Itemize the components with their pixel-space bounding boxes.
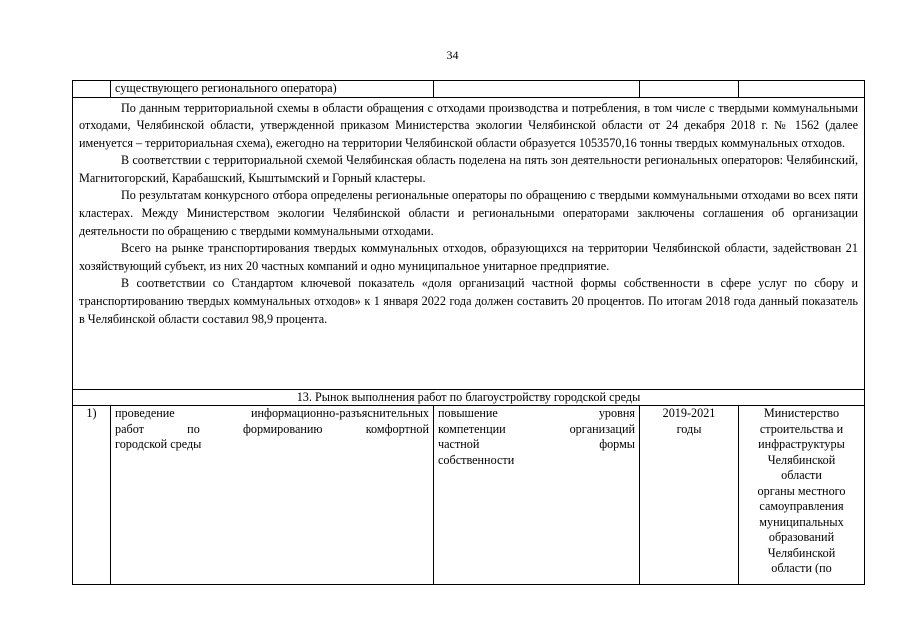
responsible-line: органы местного	[757, 483, 846, 498]
result-line: повышение уровня	[438, 406, 635, 420]
result-line: частной формы	[438, 437, 635, 451]
item-period-cell	[640, 406, 739, 585]
item-result-cell	[434, 406, 640, 585]
responsible-line: образований	[768, 530, 835, 544]
activity-line: работ по формированию комфортной	[115, 421, 429, 436]
period-line: 2019-2021	[662, 406, 716, 420]
paragraph: В соответствии со Стандартом ключевой показатель «доля организаций частной формы собственности в сфере услуг по сбору и транспортированию твердых коммунальных отходов» к 1 января 2022 года должен составить 20 процентов. По итогам 2018 года данный показатель в Челябинской области составил 98,9 процента.	[79, 276, 858, 326]
top-row-activity-cell	[111, 81, 434, 98]
item-number: 1)	[73, 406, 111, 585]
table-cell-empty	[73, 81, 111, 98]
activity-line: городской среды	[115, 437, 202, 451]
top-row-text: существующего регионального оператора)	[115, 81, 337, 95]
table-cell-empty	[434, 81, 640, 98]
responsible-line: строительства и	[759, 421, 844, 436]
paragraph: В соответствии с территориальной схемой Челябинская область поделена на пять зон деятельности региональных операторов: Челябинский, Магнитогорский, Карабашский, Кыштымский и Горный кластеры.	[79, 153, 858, 185]
item-activity-cell	[111, 406, 434, 585]
paragraph: Всего на рынке транспортирования твердых коммунальных отходов, образующихся на территории Челябинской области, задействован 21 хозяйствующий субъект, из них 20 частных компаний и одно муниципальное унитарное предприятие.	[79, 241, 858, 273]
table-row	[73, 97, 865, 389]
responsible-line: самоуправления	[759, 499, 844, 513]
table-row	[73, 81, 865, 98]
result-line: компетенции организаций	[438, 421, 635, 436]
measures-table	[72, 80, 865, 585]
responsible-line: области	[781, 468, 822, 482]
text-block-cell	[73, 97, 865, 389]
responsible-line: Челябинской	[767, 545, 836, 560]
table-row	[73, 406, 865, 585]
period-line: годы	[676, 421, 702, 436]
table-cell-empty	[640, 81, 739, 98]
responsible-line: области (по	[771, 561, 832, 575]
section-heading: 13. Рынок выполнения работ по благоустройству городской среды	[73, 389, 865, 406]
responsible-line: инфраструктуры	[758, 437, 845, 451]
page-number: 34	[446, 48, 459, 62]
table-cell-empty	[739, 81, 865, 98]
activity-line: проведение информационно-разъяснительных	[115, 406, 429, 420]
responsible-line: Челябинской	[767, 452, 836, 467]
result-line: собственности	[438, 452, 515, 467]
paragraph: По результатам конкурсного отбора определены региональные операторы по обращению с твердыми коммунальными отходами во всех пяти кластерах. Между Министерством экологии Челябинской области и региональными операторами заключены соглашения об организации деятельности по обращению с твердыми коммунальными отходами.	[79, 188, 858, 238]
item-responsible-cell	[739, 406, 865, 585]
paragraph: По данным территориальной схемы в области обращения с отходами производства и потребления, в том числе с твердыми коммунальными отходами, Челябинской области, утвержденной приказом Министерства экологии Челябинской области от 24 декабря 2018 г. № 1562 (далее именуется – территориальная схема), ежегодно на территории Челябинской области образуется 1053570,16 тонны твердых коммунальных отходов.	[79, 100, 858, 150]
responsible-line: муниципальных	[759, 514, 844, 529]
table-row	[73, 389, 865, 406]
responsible-line: Министерство	[763, 406, 840, 420]
